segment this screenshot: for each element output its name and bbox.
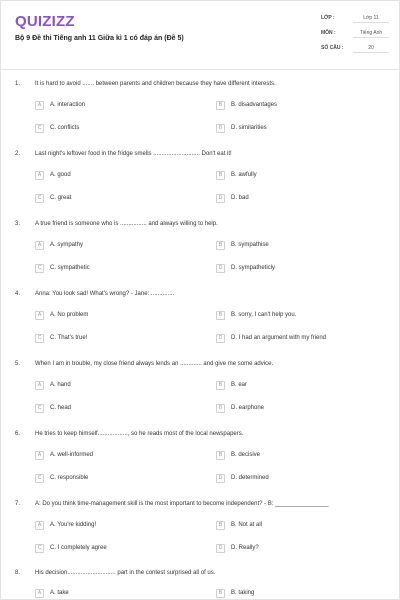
question-number: 4. (15, 291, 21, 297)
question-text: It is hard to avoid ....... between parents and children because they have different interests. (35, 81, 276, 87)
quizizz-logo: QUIZIZZ (15, 13, 75, 30)
meta-value-subject: Tiếng Anh (353, 29, 389, 38)
option-letter-box: C (35, 264, 44, 273)
option-letter-box: B (216, 311, 225, 320)
option-c[interactable] (35, 194, 195, 204)
question-text: Anna: You look sad! What's wrong? - Jane: .............. (35, 291, 175, 297)
option-c[interactable] (35, 264, 195, 274)
option-b[interactable] (216, 171, 376, 181)
option-a[interactable] (35, 589, 195, 599)
option-text: A. good (50, 172, 71, 178)
option-text: C. conflicts (50, 125, 80, 131)
option-text: C. head (50, 405, 72, 411)
question-number: 3. (15, 221, 21, 227)
question-2 (1, 151, 400, 221)
question-8 (1, 570, 400, 600)
question-text: When I am in trouble, my close friend always lends an ............. and give me some advice. (35, 361, 274, 367)
option-letter-box: A (35, 381, 44, 390)
question-7 (1, 501, 400, 571)
option-text: D. earphone (231, 405, 265, 411)
option-text: A. hand (50, 382, 71, 388)
question-text: A: Do you think time-management skill is the most important to become independent? - B: ________________ (35, 501, 329, 507)
option-text: C. responsible (50, 475, 89, 481)
option-letter-box: D (216, 404, 225, 413)
option-text: D. similarities (231, 125, 267, 131)
meta-label-subject: MÔN : (321, 30, 336, 36)
option-c[interactable] (35, 544, 195, 554)
option-b[interactable] (216, 381, 376, 391)
option-text: D. I had an argument with my friend (231, 335, 327, 341)
question-5 (1, 361, 400, 431)
option-letter-box: A (35, 589, 44, 598)
option-a[interactable] (35, 381, 195, 391)
meta-row-class (321, 13, 391, 25)
question-number: 7. (15, 501, 21, 507)
option-a[interactable] (35, 241, 195, 251)
option-letter-box: B (216, 451, 225, 460)
option-text: C. sympathetic (50, 265, 90, 271)
option-letter-box: B (216, 101, 225, 110)
document-title: Bộ 9 Đề thi Tiếng anh 11 Giữa kì 1 có đáp án (Đề 5) (15, 35, 184, 42)
option-letter-box: A (35, 171, 44, 180)
option-c[interactable] (35, 404, 195, 414)
option-text: B. ear (231, 382, 248, 388)
meta-label-count: SỐ CÂU : (321, 45, 344, 51)
option-b[interactable] (216, 241, 376, 251)
option-b[interactable] (216, 101, 376, 111)
header-divider (1, 69, 400, 70)
option-letter-box: A (35, 311, 44, 320)
question-number: 2. (15, 151, 21, 157)
option-text: B. awfully (231, 172, 257, 178)
option-letter-box: C (35, 124, 44, 133)
option-c[interactable] (35, 124, 195, 134)
option-text: B. sorry, I can't help you. (231, 312, 297, 318)
option-a[interactable] (35, 311, 195, 321)
option-d[interactable] (216, 544, 376, 554)
option-text: C. great (50, 195, 72, 201)
option-text: A. interaction (50, 102, 86, 108)
option-letter-box: B (216, 521, 225, 530)
worksheet-header (1, 1, 400, 69)
option-letter-box: C (35, 194, 44, 203)
option-text: C. I completely agree (50, 545, 107, 551)
question-text: Last night's leftover food in the fridge smells ............................ Don't eat it! (35, 151, 232, 157)
option-text: B. Not at all (231, 522, 263, 528)
option-text: D. Really? (231, 545, 259, 551)
meta-row-count (321, 43, 391, 55)
option-d[interactable] (216, 124, 376, 134)
option-letter-box: B (216, 171, 225, 180)
option-text: D. sympatheticly (231, 265, 276, 271)
question-number: 6. (15, 431, 21, 437)
option-letter-box: D (216, 474, 225, 483)
option-letter-box: C (35, 544, 44, 553)
meta-value-count: 20 (353, 44, 389, 53)
option-b[interactable] (216, 521, 376, 531)
question-text: His decision............................. part in the contest surprised all of us. (35, 570, 216, 576)
option-d[interactable] (216, 264, 376, 274)
option-letter-box: C (35, 334, 44, 343)
option-b[interactable] (216, 451, 376, 461)
option-c[interactable] (35, 334, 195, 344)
option-a[interactable] (35, 171, 195, 181)
option-letter-box: B (216, 381, 225, 390)
question-number: 5. (15, 361, 21, 367)
option-b[interactable] (216, 311, 376, 321)
option-letter-box: A (35, 521, 44, 530)
question-3 (1, 221, 400, 291)
option-text: D. determined (231, 475, 269, 481)
option-d[interactable] (216, 194, 376, 204)
question-text: He tries to keep himself.................., so he reads most of the local newspapers. (35, 431, 244, 437)
option-letter-box: D (216, 124, 225, 133)
option-text: A. well-informed (50, 452, 94, 458)
option-text: B. taking (231, 590, 255, 596)
meta-row-subject (321, 28, 391, 40)
meta-value-class: Lớp 11 (353, 14, 389, 23)
option-d[interactable] (216, 474, 376, 484)
question-6 (1, 431, 400, 501)
option-a[interactable] (35, 101, 195, 111)
option-letter-box: D (216, 194, 225, 203)
option-text: C. That's true! (50, 335, 88, 341)
option-letter-box: D (216, 334, 225, 343)
option-letter-box: C (35, 404, 44, 413)
option-letter-box: B (216, 241, 225, 250)
option-text: B. disadvantages (231, 102, 278, 108)
question-1 (1, 81, 400, 151)
option-text: B. decisive (231, 452, 261, 458)
option-a[interactable] (35, 521, 195, 531)
option-text: B. sympathise (231, 242, 269, 248)
option-b[interactable] (216, 589, 376, 599)
meta-label-class: LỚP : (321, 15, 335, 21)
option-text: A. No problem (50, 312, 89, 318)
option-letter-box: D (216, 544, 225, 553)
question-number: 8. (15, 570, 21, 576)
question-4 (1, 291, 400, 361)
option-text: D. bad (231, 195, 249, 201)
option-letter-box: C (35, 474, 44, 483)
option-a[interactable] (35, 451, 195, 461)
option-text: A. take (50, 590, 69, 596)
option-text: A. You're kidding! (50, 522, 97, 528)
question-number: 1. (15, 81, 21, 87)
option-letter-box: A (35, 101, 44, 110)
option-letter-box: D (216, 264, 225, 273)
option-text: A. sympathy (50, 242, 84, 248)
option-letter-box: A (35, 451, 44, 460)
option-d[interactable] (216, 404, 376, 414)
option-letter-box: A (35, 241, 44, 250)
option-c[interactable] (35, 474, 195, 484)
option-letter-box: B (216, 589, 225, 598)
option-d[interactable] (216, 334, 376, 344)
question-text: A true friend is someone who is ................ and always willing to help. (35, 221, 218, 227)
